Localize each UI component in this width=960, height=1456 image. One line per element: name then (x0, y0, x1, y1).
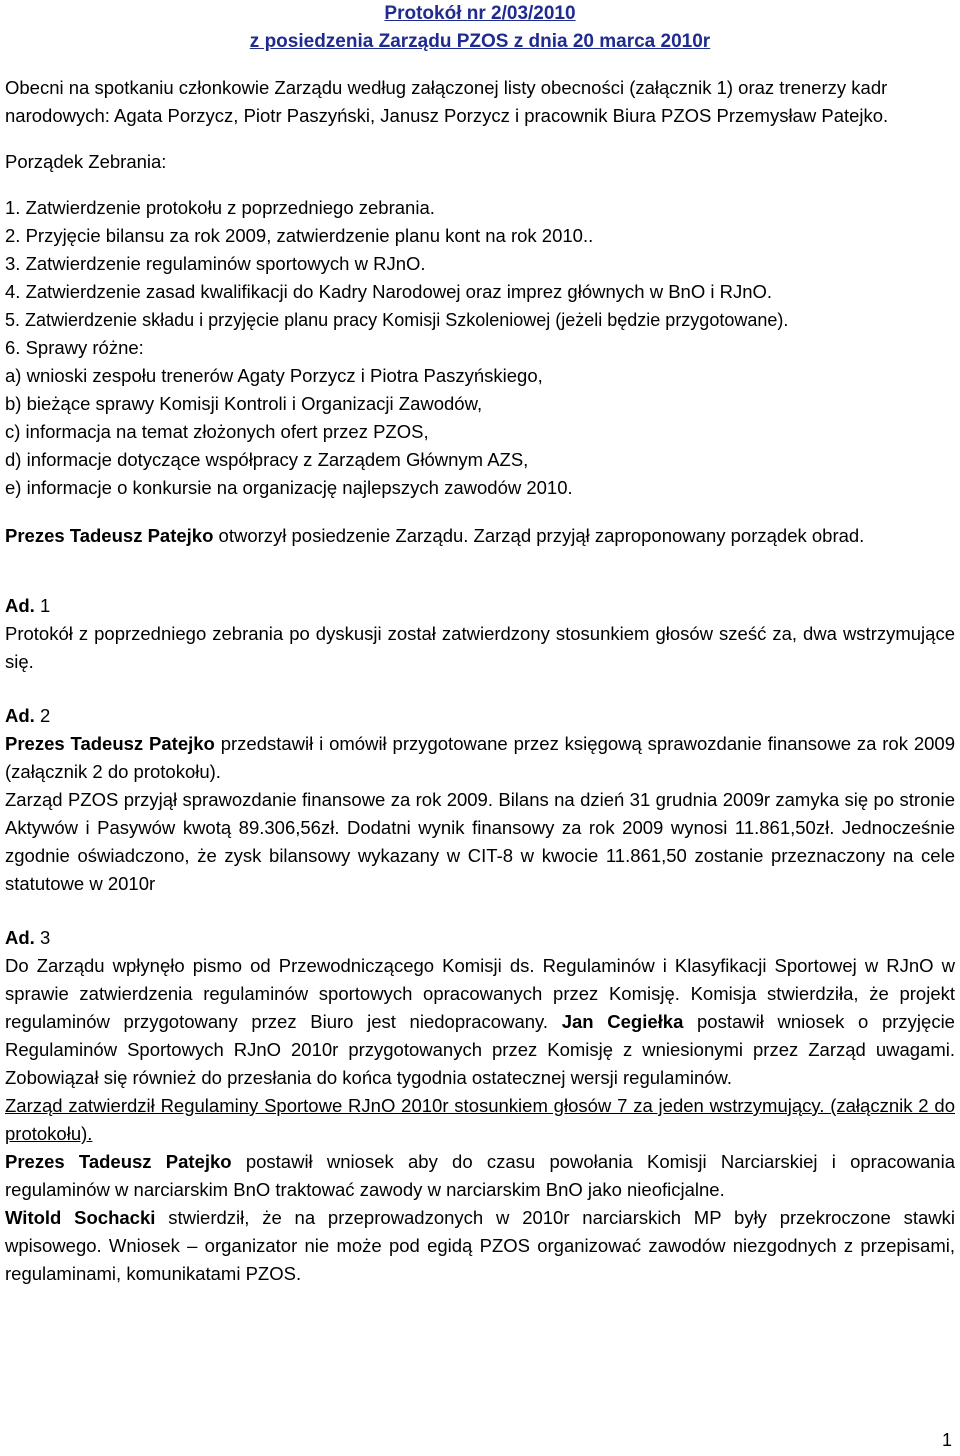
ad3-paragraph-3 (5, 1204, 955, 1288)
section-heading-ad2 (5, 702, 955, 730)
document-title: Protokół nr 2/03/2010 (384, 3, 576, 24)
ad3-paragraph-2 (5, 1148, 955, 1204)
agenda-list (5, 194, 955, 502)
person-name: Prezes Tadeusz Patejko (5, 1151, 232, 1172)
section-label: Ad. (5, 705, 35, 726)
agenda-item: 5. Zatwierdzenie składu i przyjęcie planu pracy Komisji Szkoleniowej (jeżeli będzie przygotowane). (5, 310, 789, 330)
agenda-item: 4. Zatwierdzenie zasad kwalifikacji do Kadry Narodowej oraz imprez głównych w BnO i RJnO. (5, 281, 773, 302)
paragraph-text: przedstawił i omówił przygotowane przez księgową sprawozdanie finansowe za rok 2009 (załącznik 2 do protokołu). (5, 733, 955, 782)
agenda-subitem: b) bieżące sprawy Komisji Kontroli i Organizacji Zawodów, (5, 393, 483, 414)
document-subtitle: z posiedzenia Zarządu PZOS z dnia 20 marca 2010r (249, 31, 711, 52)
person-name: Prezes Tadeusz Patejko (5, 733, 215, 754)
paragraph-text: otworzył posiedzenie Zarządu. Zarząd przyjął zaproponowany porządek obrad. (213, 525, 865, 546)
section-label: Ad. (5, 595, 35, 616)
person-name: Jan Cegiełka (561, 1011, 684, 1032)
ad2-paragraph-1 (5, 730, 955, 786)
section-number: 1 (34, 595, 51, 616)
section-heading-ad1 (5, 592, 955, 620)
page-number: 1 (941, 1430, 952, 1450)
ad2-paragraph-2: Zarząd PZOS przyjął sprawozdanie finansowe za rok 2009. Bilans na dzień 31 grudnia 2009r zamyka się po stronie Aktywów i Pasywów kwotą 89.306,56zł. Dodatni wynik finansowy za rok 2009 wynosi 11.861,50zł. Jednocześnie zgodnie oświadczono, że zysk bilansowy wykazany w CIT-8 w kwocie 11.861,50 zostanie przeznaczony na cele statutowe w 2010r (5, 789, 955, 894)
agenda-item: 2. Przyjęcie bilansu za rok 2009, zatwierdzenie planu kont na rok 2010.. (5, 225, 594, 246)
paragraph-text: Do Zarządu wpłynęło pismo od Przewodniczącego Komisji ds. Regulaminów i Klasyfikacji Sportowej w RJnO w sprawie zatwierdzenia regulaminów sportowych opracowanych przez Komisję. Komisja stwierdziła, że projekt regulaminów przygotowany przez Biuro jest niedopracowany. (5, 955, 955, 1032)
ad3-paragraph-1 (5, 952, 955, 1092)
opening-paragraph (5, 522, 955, 550)
agenda-item: 6. Sprawy różne: (5, 337, 144, 358)
ad1-paragraph: Protokół z poprzedniego zebrania po dyskusji został zatwierdzony stosunkiem głosów sześć za, dwa wstrzymujące się. (5, 623, 955, 672)
section-label: Ad. (5, 927, 35, 948)
document-page (5, 0, 955, 1288)
agenda-subitem: e) informacje o konkursie na organizację najlepszych zawodów 2010. (5, 477, 573, 498)
attendance-paragraph: Obecni na spotkaniu członkowie Zarządu według załączonej listy obecności (załącznik 1) oraz trenerzy kadr narodowych: Agata Porzycz, Piotr Paszyński, Janusz Porzycz i pracownik Biura PZOS Przemysław Patejko. (5, 77, 889, 126)
agenda-item: 3. Zatwierdzenie regulaminów sportowych w RJnO. (5, 253, 426, 274)
section-number: 3 (34, 927, 51, 948)
agenda-item: 1. Zatwierdzenie protokołu z poprzedniego zebrania. (5, 197, 435, 218)
section-number: 2 (34, 705, 51, 726)
section-heading-ad3 (5, 924, 955, 952)
ad3-resolution: Zarząd zatwierdził Regulaminy Sportowe RJnO 2010r stosunkiem głosów 7 za jeden wstrzymujący. (załącznik 2 do protokołu). (5, 1095, 955, 1144)
agenda-subitem: c) informacja na temat złożonych ofert przez PZOS, (5, 421, 429, 442)
agenda-subitem: a) wnioski zespołu trenerów Agaty Porzycz i Piotra Paszyńskiego, (5, 365, 543, 386)
paragraph-text: postawił wniosek o przyjęcie Regulaminów Sportowych RJnO 2010r przygotowanych przez Komisję z wniesionymi przez Zarząd uwagami. Zobowiązał się również do przesłania do końca tygodnia ostatecznej wersji regulaminów. (5, 1011, 955, 1088)
agenda-heading: Porządek Zebrania: (5, 151, 167, 172)
agenda-subitem: d) informacje dotyczące współpracy z Zarządem Głównym AZS, (5, 449, 529, 470)
paragraph-text: stwierdził, że na przeprowadzonych w 2010r narciarskich MP były przekroczone stawki wpisowego. Wniosek – organizator nie może pod egidą PZOS organizować zawodów niezgodnych z przepisami, regulaminami, komunikatami PZOS. (5, 1207, 955, 1284)
person-name: Prezes Tadeusz Patejko (5, 525, 214, 546)
paragraph-text: postawił wniosek aby do czasu powołania Komisji Narciarskiej i opracowania regulaminów w narciarskim BnO traktować zawody w narciarskim BnO jako nieoficjalne. (5, 1151, 955, 1200)
person-name: Witold Sochacki (5, 1207, 156, 1228)
